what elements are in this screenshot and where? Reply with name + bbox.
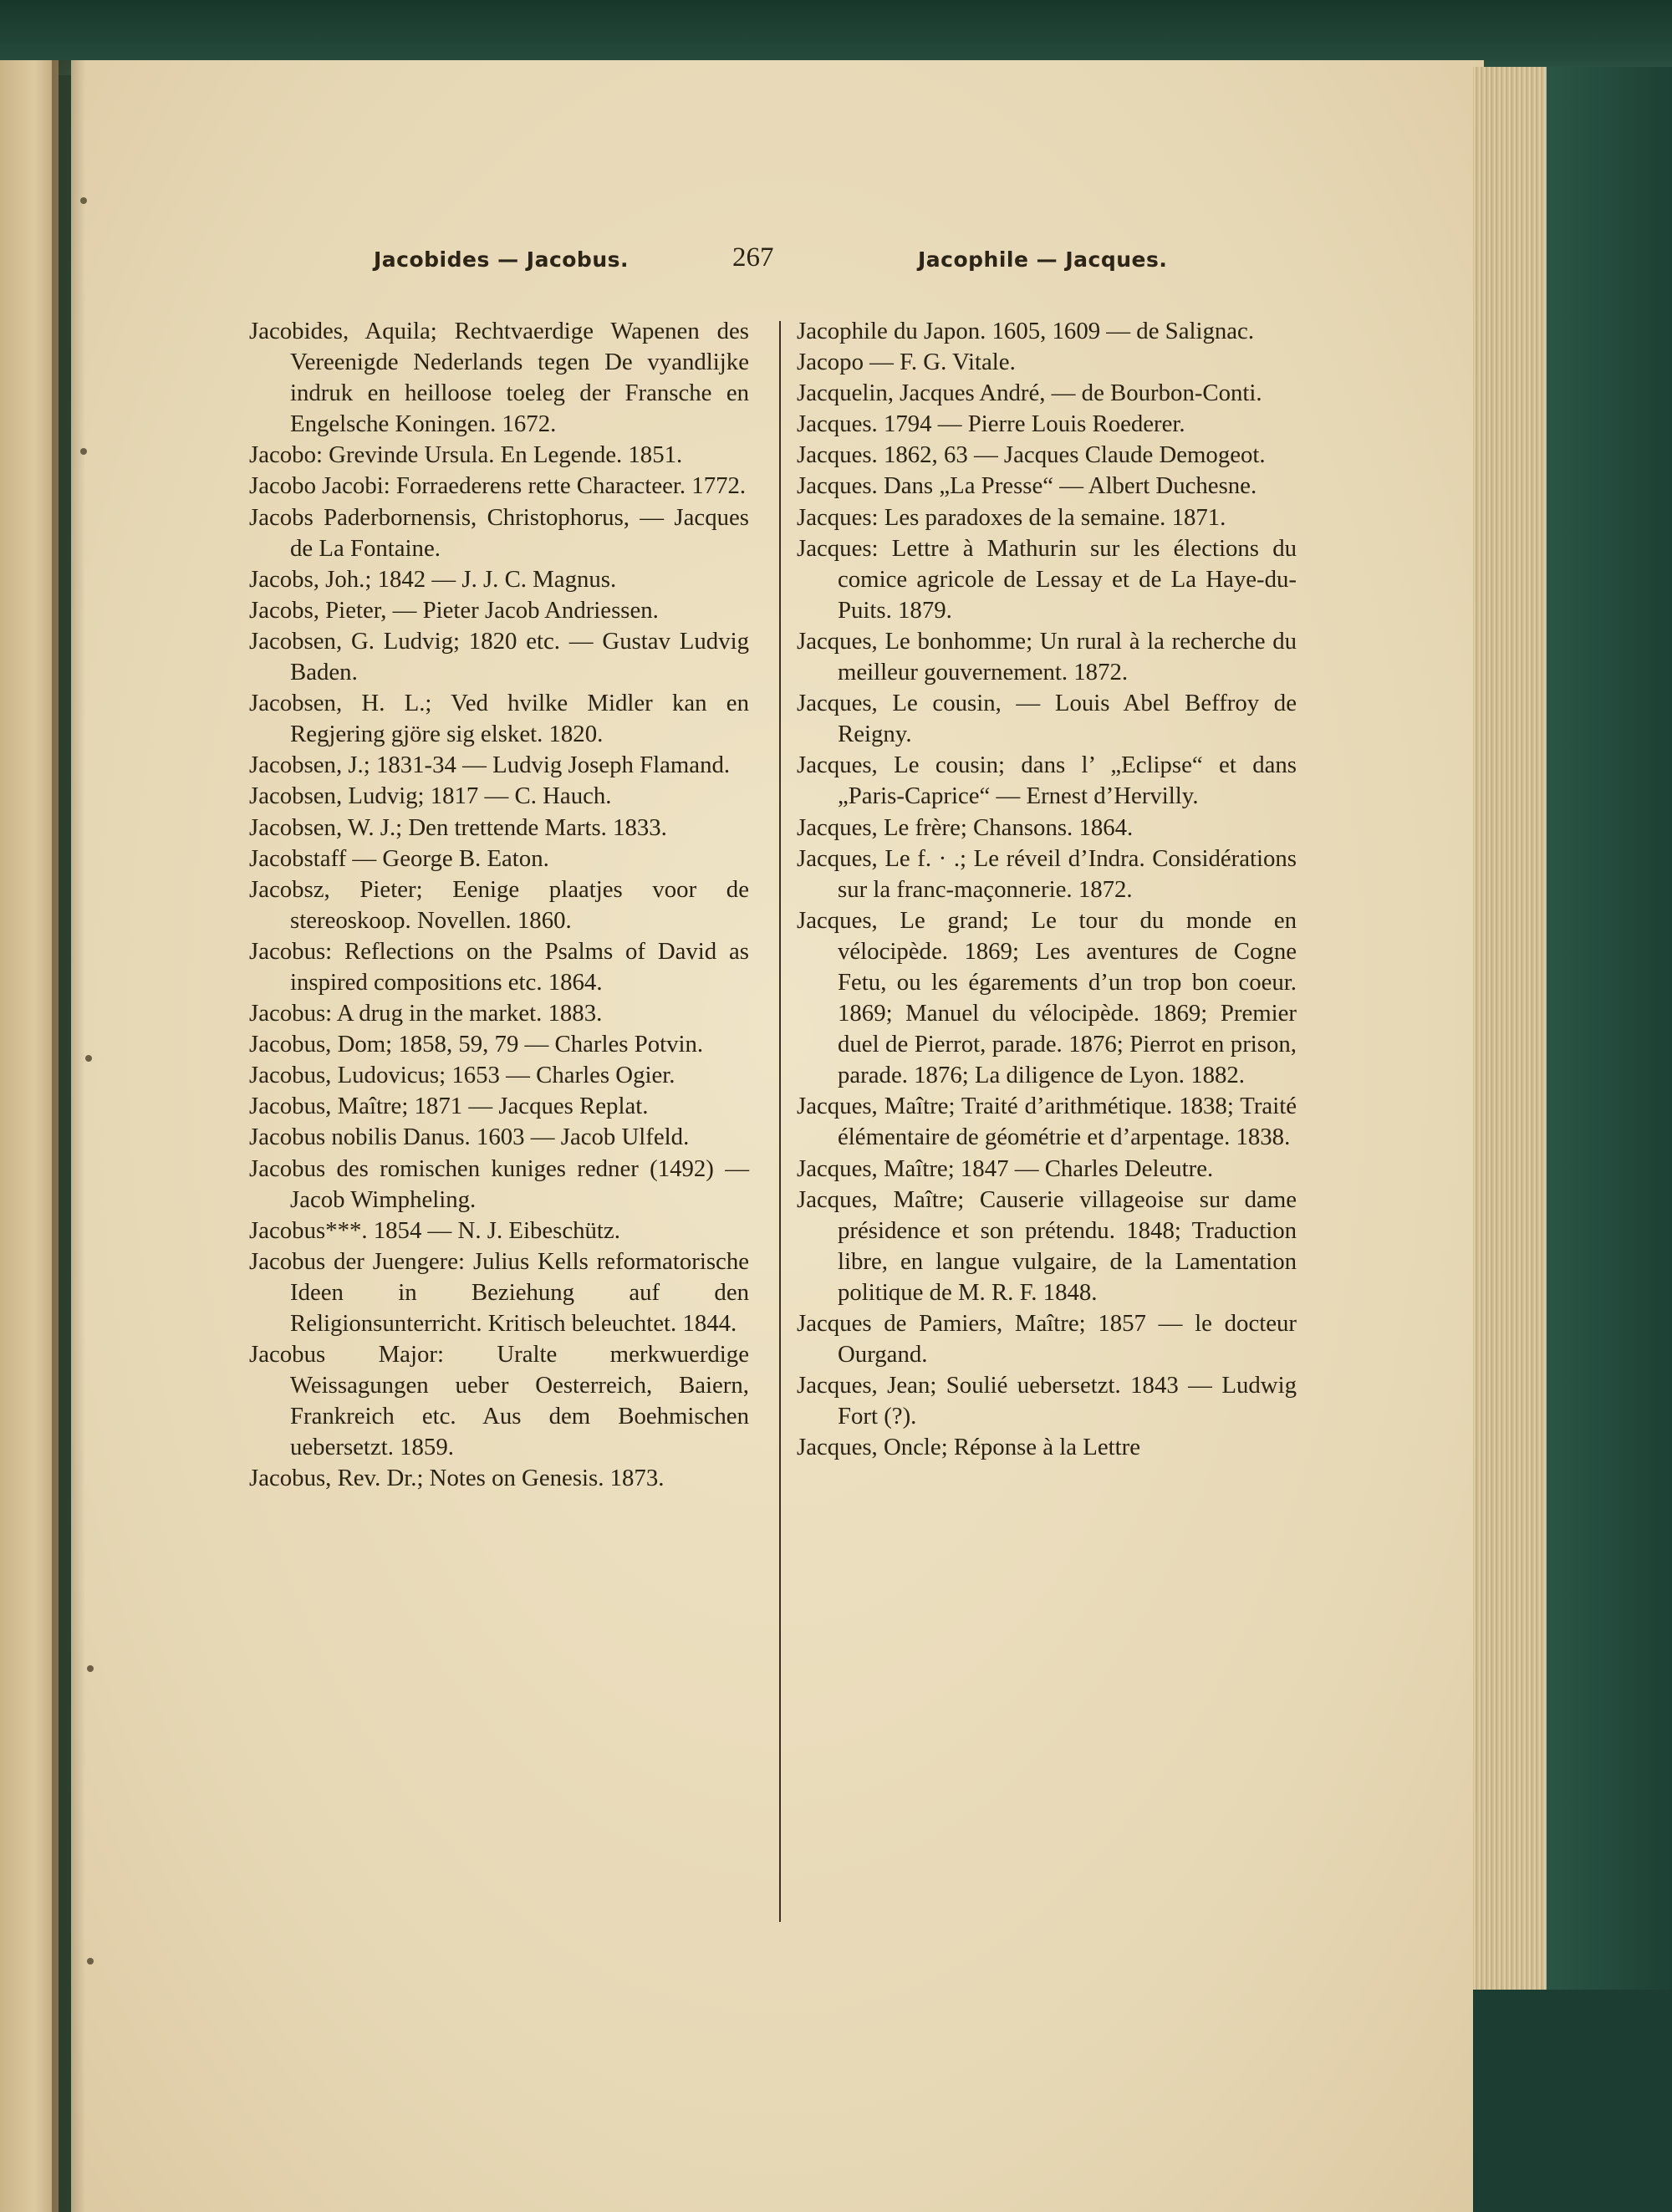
index-entry: Jacques. Dans „La Presse“ — Albert Duchesne. [797,472,1257,500]
index-entry: Jacobs, Pieter, — Pieter Jacob Andriessen. [249,596,659,624]
binding-mark [80,448,87,455]
index-entry: Jacobus: Reflections on the Psalms of David as inspired compositions etc. 1864. [249,937,749,996]
index-entry: Jacques. 1794 — Pierre Louis Roederer. [797,410,1185,438]
index-entry: Jacobus, Ludovicus; 1653 — Charles Ogier. [249,1062,675,1089]
index-entry: Jacobsen, W. J.; Den trettende Marts. 1833. [249,813,667,841]
index-entry: Jacobides, Aquila; Rechtvaerdige Wapenen des Vereenigde Nederlands tegen De vyandlijke indruk en heilloose toeleg der Fransche en Engelsche Koningen. 1672. [249,318,749,438]
index-entry: Jacques, Maître; Causerie villageoise sur dame présidence et son prétendu. 1848; Traduction libre, en langue vulgaire, de la Lamentation politique de M. R. F. 1848. [797,1185,1297,1306]
index-entry: Jacques. 1862, 63 — Jacques Claude Demogeot. [797,441,1266,469]
index-entry: Jacques, Le cousin; dans l’ „Eclipse“ et dans „Paris-Caprice“ — Ernest d’Hervilly. [797,752,1297,810]
running-head-right: Jacophile — Jacques. [918,247,1168,272]
left-column [249,316,749,1495]
index-entry: Jacobus, Maître; 1871 — Jacques Replat. [249,1093,649,1120]
running-head-left: Jacobides — Jacobus. [374,247,630,272]
index-entry: Jacques, Le frère; Chansons. 1864. [797,813,1134,841]
index-entry: Jacobo Jacobi: Forraederens rette Characteer. 1772. [249,472,747,500]
index-entry: Jacobsen, Ludvig; 1817 — C. Hauch. [249,782,612,810]
right-column [797,316,1297,1463]
index-entry: Jacques: Les paradoxes de la semaine. 1871. [797,503,1226,531]
index-entry: Jacobus, Dom; 1858, 59, 79 — Charles Potvin. [249,1031,704,1058]
index-entry: Jacques, Le grand; Le tour du monde en vélocipède. 1869; Les aventures de Cogne Fetu, ou les égarements d’un trop bon coeur. 1869; Manuel du vélocipède. 1869; Premier duel de Pierrot, parade. 1876; Pierrot en prison, parade. 1876; La diligence de Lyon. 1882. [797,906,1297,1089]
index-entry: Jacques de Pamiers, Maître; 1857 — le docteur Ourgand. [797,1310,1297,1368]
index-entry: Jacobus, Rev. Dr.; Notes on Genesis. 1873. [249,1465,665,1492]
index-entry: Jacques, Maître; 1847 — Charles Deleutre. [797,1154,1214,1182]
binding-mark [87,1665,94,1672]
index-entry: Jacobsz, Pieter; Eenige plaatjes voor de stereoskoop. Novellen. 1860. [249,875,749,934]
binding-mark [87,1958,94,1965]
index-entry: Jacques, Maître; Traité d’arithmétique. 1838; Traité élémentaire de géométrie et d’arpentage. 1838. [797,1093,1297,1151]
index-entry: Jacobus nobilis Danus. 1603 — Jacob Ulfeld. [249,1124,690,1151]
index-entry: Jacquelin, Jacques André, — de Bourbon-Conti. [797,380,1262,407]
index-entry: Jacobsen, G. Ludvig; 1820 etc. — Gustav Ludvig Baden. [249,627,749,686]
index-entry: Jacobus***. 1854 — N. J. Eibeschütz. [249,1216,620,1244]
index-entry: Jacobus: A drug in the market. 1883. [249,1000,603,1027]
index-entry: Jacopo — F. G. Vitale. [797,349,1016,376]
index-entry: Jacobstaff — George B. Eaton. [249,844,549,872]
index-entry: Jacques, Oncle; Réponse à la Lettre [797,1434,1140,1461]
index-entry: Jacques, Le f. · .; Le réveil d’Indra. Considérations sur la franc-maçonnerie. 1872. [797,844,1297,903]
book-cover-right [1547,67,1672,2212]
page-edges [1473,67,1549,1990]
index-entry: Jacobsen, H. L.; Ved hvilke Midler kan en Regjering gjöre sig elsket. 1820. [249,690,749,748]
page-number: 267 [732,242,774,273]
index-entry: Jacobus des romischen kuniges redner (1492) — Jacob Wimpheling. [249,1154,749,1213]
index-entry: Jacques, Jean; Soulié uebersetzt. 1843 — Ludwig Fort (?). [797,1372,1297,1430]
index-entry: Jacobs, Joh.; 1842 — J. J. C. Magnus. [249,565,617,593]
book-cover-bottom [1473,1990,1672,2212]
index-entry: Jacobs Paderbornensis, Christophorus, — Jacques de La Fontaine. [249,503,749,562]
facing-page-edge [0,60,59,2212]
index-entry: Jacques, Le cousin, — Louis Abel Beffroy de Reigny. [797,690,1297,748]
index-entry: Jacophile du Japon. 1605, 1609 — de Salignac. [797,318,1255,344]
gutter-shadow [52,60,85,2212]
column-divider [779,321,781,1922]
index-entry: Jacobus der Juengere: Julius Kells reformatorische Ideen in Beziehung auf den Religionsunterricht. Kritisch beleuchtet. 1844. [249,1247,749,1337]
index-entry: Jacques: Lettre à Mathurin sur les élections du comice agricole de Lessay et de La Haye-du-Puits. 1879. [797,534,1297,624]
binding-mark [80,197,87,204]
index-entry: Jacobus Major: Uralte merkwuerdige Weissagungen ueber Oesterreich, Baiern, Frankreich etc. Aus dem Boehmischen uebersetzt. 1859. [249,1341,749,1461]
index-entry: Jacobsen, J.; 1831-34 — Ludvig Joseph Flamand. [249,752,731,779]
index-entry: Jacques, Le bonhomme; Un rural à la recherche du meilleur gouvernement. 1872. [797,627,1297,686]
index-entry: Jacobo: Grevinde Ursula. En Legende. 1851. [249,441,683,469]
binding-mark [85,1055,92,1062]
